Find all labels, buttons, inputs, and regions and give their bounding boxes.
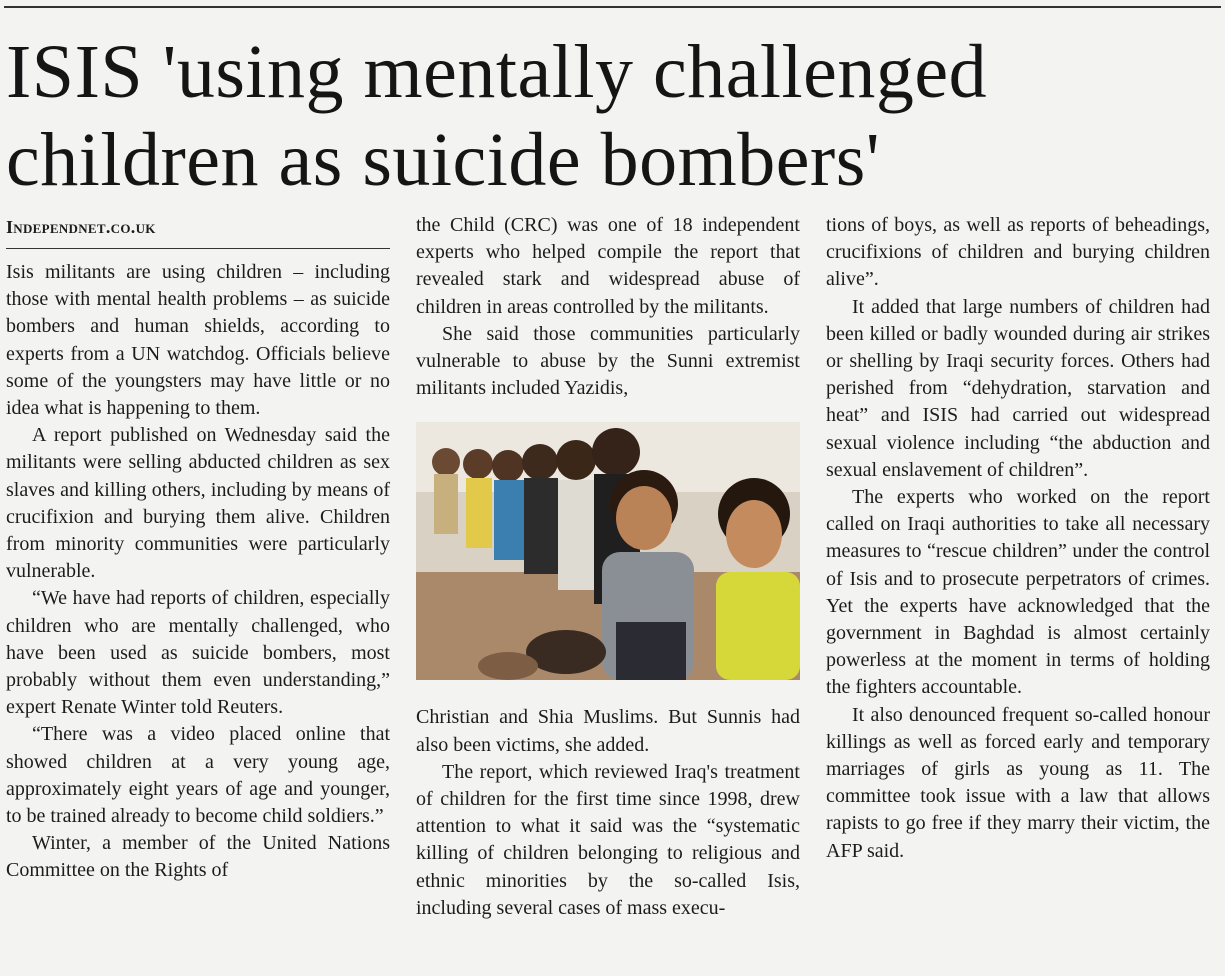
paragraph: The report, which reviewed Iraq's treatment of children for the first time since 1998, drew attention to what it said was the “systematic killing of children belonging to religious and ethnic minorities by the so-called Isis, including several cases of mass execu- — [416, 760, 800, 919]
paragraph: She said those communities particularly vulnerable to abuse by the Sunni extremist militants included Yazidis, — [416, 322, 800, 400]
paragraph: “There was a video placed online that showed children at a very young age, approximately eight years of age and younger, to be trained already to become child soldiers.” — [6, 723, 390, 828]
top-rule — [4, 6, 1221, 8]
paragraph: A report published on Wednesday said the militants were selling abducted children as sex slaves and killing others, including by means of crucifixion and burying them alive. Children from minority communities were particularly vulnerable. — [6, 424, 390, 583]
paragraph: Winter, a member of the United Nations Committee on the Rights of — [6, 832, 390, 882]
column-3 — [826, 212, 1210, 865]
paragraph: It added that large numbers of children had been killed or badly wounded during air strikes or shelling by Iraqi security forces. Others had perished from “dehydration, starvation and heat” and ISIS had carried out widespread sexual violence including “the abduction and sexual enslavement of children”. — [826, 295, 1210, 481]
paragraph: “We have had reports of children, especially children who are mentally challenged, who have been used as suicide bombers, most probably without them even understanding,” expert Renate Winter told Reuters. — [6, 587, 390, 719]
byline: Independnet.co.uk — [6, 212, 390, 249]
paragraph: Christian and Shia Muslims. But Sunnis had also been victims, she added. — [416, 706, 800, 756]
children-photo-illustration — [416, 422, 800, 680]
paragraph: The experts who worked on the report called on Iraqi authorities to take all necessary measures to “rescue children” under the control of Isis and to prosecute perpetrators of crimes. Yet the experts have acknowledged that the government in Baghdad is almost certainly powerless at the moment in terms of holding the fighters accountable. — [826, 486, 1210, 699]
paragraph: Isis militants are using children – including those with mental health problems – as suicide bombers and human shields, according to experts from a UN watchdog. Officials believe some of the youngsters may have little or no idea what is happening to them. — [6, 261, 390, 420]
paragraph: the Child (CRC) was one of 18 independent experts who helped compile the report that revealed stark and widespread abuse of children in areas controlled by the militants. — [416, 214, 800, 318]
paragraph: tions of boys, as well as reports of beheadings, crucifixions of children and burying children alive”. — [826, 214, 1210, 291]
column-2 — [416, 212, 800, 922]
paragraph: It also denounced frequent so-called honour killings as well as forced early and temporary marriages of girls as young as 11. The committee took issue with a law that allows rapists to go free if they marry their victim, the AFP said. — [826, 703, 1210, 862]
column-1 — [6, 212, 390, 885]
children-photo — [416, 422, 800, 680]
headline: ISIS 'using mentally challenged children as suicide bombers' — [6, 30, 988, 202]
